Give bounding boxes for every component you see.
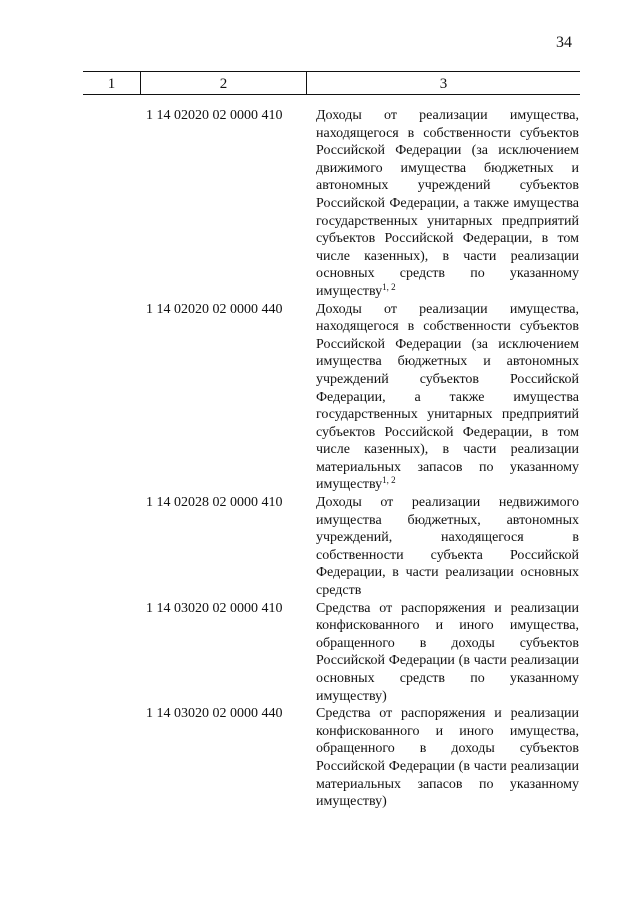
table-row [0,301,639,495]
revenue-code: 1 14 03020 02 0000 440 [146,706,283,722]
revenue-description [316,107,579,301]
table-row [0,600,639,706]
table-body [0,107,639,811]
column-number-2: 2 [219,76,228,92]
column-number-1: 1 [107,76,116,92]
table-row [0,705,639,811]
description-text: Средства от распоряжения и реализации конфискованного и иного имущества, обращенного в доходы субъектов Российской Федерации (в части реализации основных средств по указанному имуществу) [316,600,579,704]
column-number-3: 3 [439,76,448,92]
revenue-description [316,600,579,706]
revenue-description [316,301,579,495]
revenue-code: 1 14 03020 02 0000 410 [146,600,283,616]
table-row [0,107,639,301]
footnote-ref: 1, 2 [382,475,396,486]
footnote-ref: 1, 2 [382,281,396,292]
description-text: Доходы от реализации недвижимого имущества бюджетных, автономных учреждений, находящегося в собственности субъекта Российской Федерации, в части реализации основных средств [316,495,579,599]
description-text: Средства от распоряжения и реализации конфискованного и иного имущества, обращенного в доходы субъектов Российской Федерации (в части реализации материальных запасов по указанному имуществу) [316,706,579,810]
revenue-description [316,705,579,811]
revenue-code: 1 14 02028 02 0000 410 [146,495,283,511]
table-row [0,494,639,600]
revenue-code: 1 14 02020 02 0000 410 [146,108,283,123]
description-text: Доходы от реализации имущества, находящегося в собственности субъектов Российской Федерации (за исключением движимого имущества бюджетных и автономных учреждений субъектов Российской Федерации, а также имущества государственных унитарных предприятий субъектов Российской Федерации, в том числе казенных), в части реализации основных средств по указанному имуществу [316,108,579,299]
table-header-bottom-rule [83,94,580,95]
revenue-description [316,494,579,600]
revenue-code: 1 14 02020 02 0000 440 [146,301,283,317]
table-top-rule [83,71,580,72]
description-text: Доходы от реализации имущества, находящегося в собственности субъектов Российской Федерации (за исключением имущества бюджетных и автономных учреждений субъектов Российской Федерации, а также имущества государственных унитарных предприятий субъектов Российской Федерации, в том числе казенных), в части реализации материальных запасов по указанному имуществу [316,301,579,493]
page-number: 34 [556,34,572,51]
